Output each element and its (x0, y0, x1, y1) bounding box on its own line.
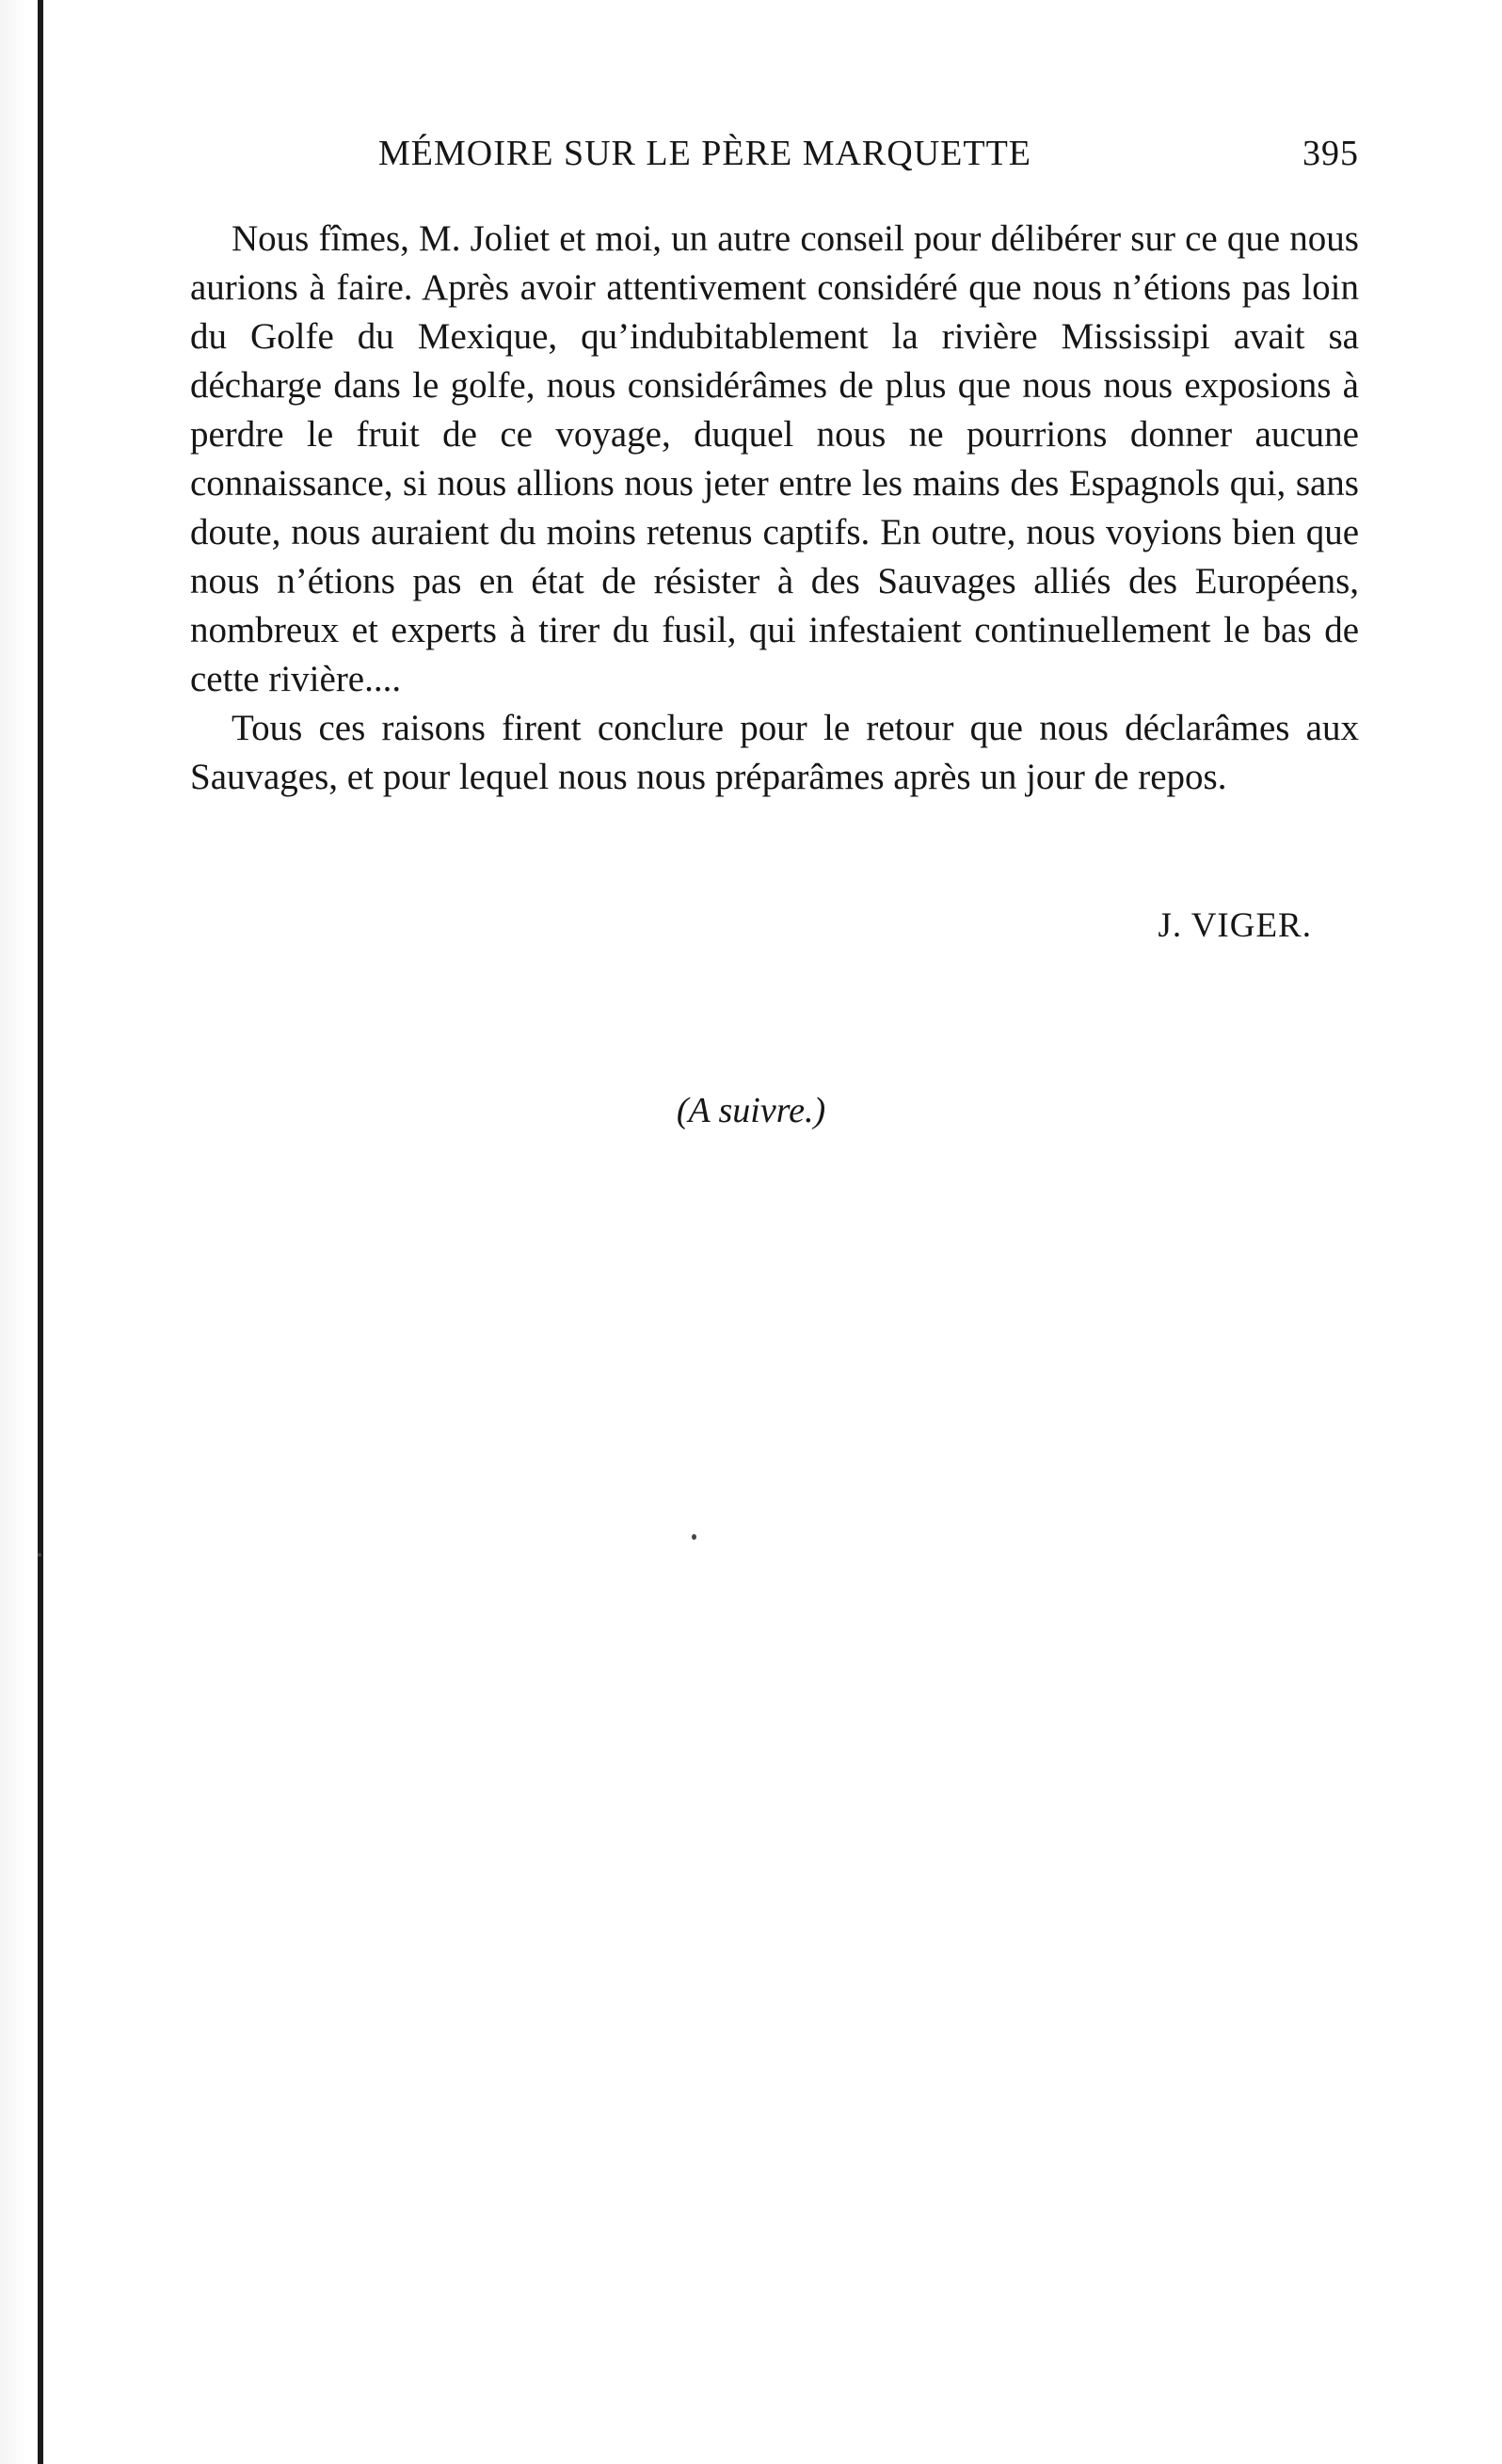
print-speck (38, 1553, 41, 1557)
binding-edge-rule (38, 0, 43, 2464)
paragraph-2: Tous ces raisons firent conclure pour le retour que nous déclarâmes aux Sauvages, et pour lequel nous nous préparâmes après un jour de repos. (190, 708, 1359, 797)
paragraph-1: Nous fîmes, M. Joliet et moi, un autre conseil pour délibérer sur ce que nous aurions à faire. Après avoir attentivement considéré que nous n’étions pas loin du Golfe du Mexique, qu’indubitablement la rivière Mississipi avait sa décharge dans le golfe, nous considérâmes de plus que nous nous exposions à perdre le fruit de ce voyage, duquel nous ne pourrions donner aucune connaissance, si nous allions nous jeter entre les mains des Espagnols qui, sans doute, nous auraient du moins retenus captifs. En outre, nous voyions bien que nous n’étions pas en état de résister à des Sauvages alliés des Européens, nombreux et experts à tirer du fusil, qui infestaient continuellement le bas de cette rivière.... (190, 218, 1359, 699)
running-head (190, 130, 1359, 177)
continuation-note: (A suivre.) (676, 1091, 826, 1130)
body-text (190, 215, 1359, 802)
running-title: MÉMOIRE SUR LE PÈRE MARQUETTE (378, 134, 1031, 173)
page-edge-shadow (0, 0, 38, 2464)
author-signature: J. VIGER. (1158, 906, 1312, 945)
print-speck (692, 1534, 696, 1540)
page-number: 395 (1302, 134, 1359, 173)
